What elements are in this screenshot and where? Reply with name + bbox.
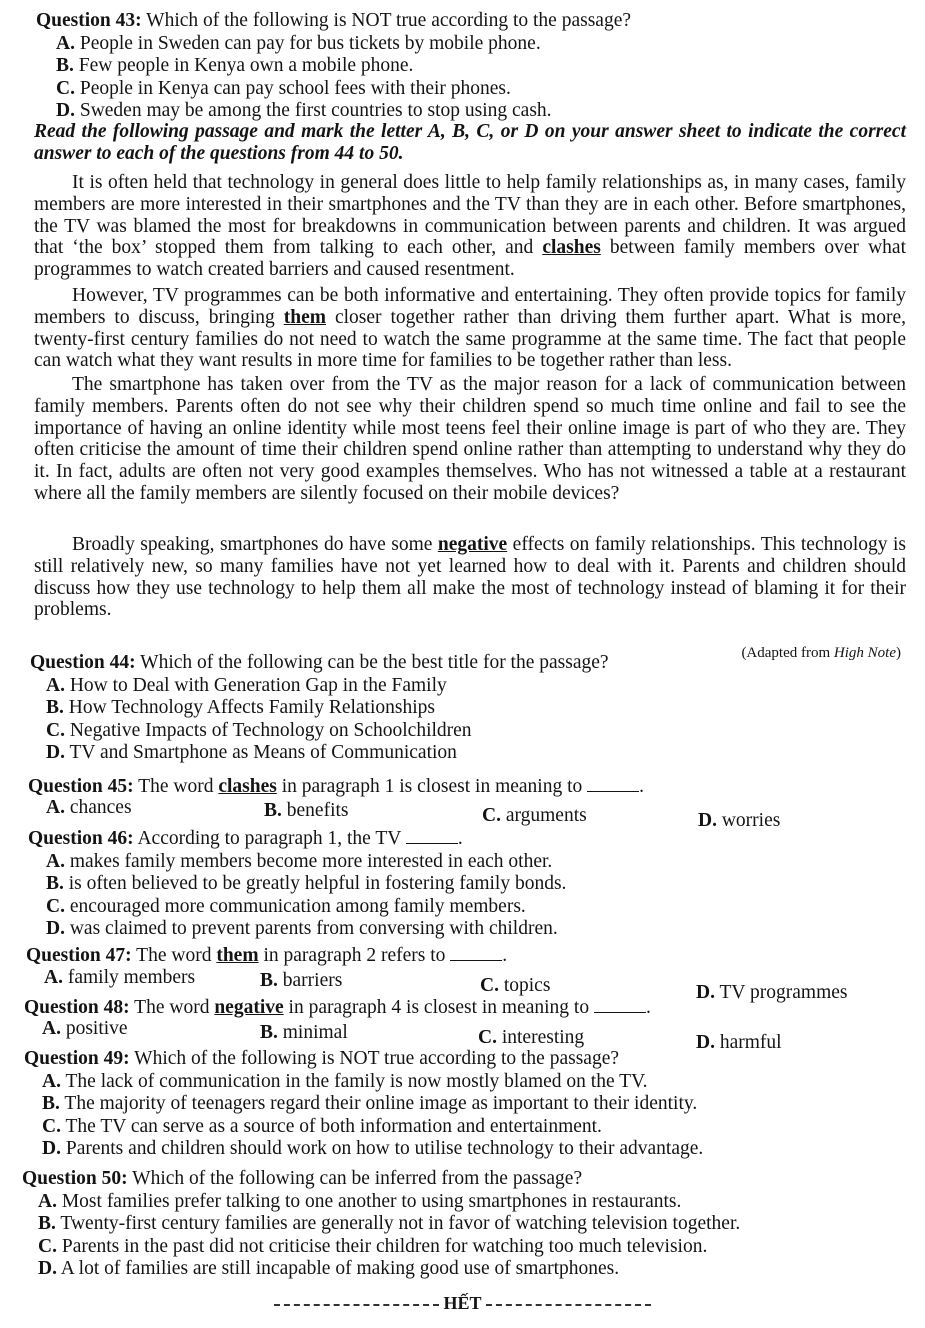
option-b: B. Twenty-first century families are generally not in favor of watching television together. (38, 1213, 741, 1234)
answer-blank (406, 829, 458, 844)
option-a: A. The lack of communication in the family is now mostly blamed on the TV. (42, 1070, 648, 1092)
option-a: A. People in Sweden can pay for bus tickets by mobile phone. (56, 32, 541, 54)
option-a: A. How to Deal with Generation Gap in the Family (46, 674, 447, 696)
question-label: Question 46: (28, 828, 134, 849)
underlined-word-negative: negative (437, 534, 508, 555)
underlined-word-them: them (283, 306, 326, 328)
question-43 (36, 10, 631, 123)
question-48-stem: Question 48: The word negative in paragraph 4 is closest in meaning to . (24, 997, 651, 1018)
option-a: A. family members (44, 967, 196, 988)
option-d: D. Parents and children should work on how to utilise technology to their advantage. (42, 1138, 704, 1159)
passage-paragraph-1: It is often held that technology in general does little to help family relationships as, in many cases, family members are more interested in their smartphones and the TV than they are in each other. Before smartphones, the TV was blamed the most for breakdowns in communication between parents and children. It was argued that ‘the box’ stopped them from talking to each other, and clashes between family members over what programmes to watch created barriers and caused resentment. (34, 172, 906, 281)
instruction: Read the following passage and mark the letter A, B, C, or D on your answer sheet to indicate the correct answer to each of the questions from 44 to 50. (34, 121, 906, 164)
question-stem: Which of the following is NOT true according to the passage? (134, 1048, 620, 1069)
question-49 (24, 1048, 703, 1161)
end-marker: HẾT (0, 1292, 925, 1315)
option-a: A. chances (46, 797, 132, 818)
option-c: C. encouraged more communication among family members. (46, 895, 526, 917)
question-45-stem: Question 45: The word clashes in paragraph 1 is closest in meaning to . (28, 776, 645, 797)
option-c: C. topics (480, 975, 551, 996)
answer-blank (587, 777, 639, 792)
option-d: D. harmful (696, 1032, 782, 1053)
question-stem: According to paragraph 1, the TV (137, 828, 406, 849)
question-label: Question 44: (30, 652, 136, 673)
option-b: B. The majority of teenagers regard their online image as important to their identity. (42, 1093, 698, 1114)
passage-paragraph-2: However, TV programmes can be both informative and entertaining. They often provide topics for family members to discuss, bringing them closer together rather than driving them further apart. What is more, twenty-first century families do not need to watch the same programme at the same time. The fact that people can watch what they want results in more time for families to be together rather than less. (34, 285, 906, 372)
option-c: C. interesting (478, 1027, 585, 1048)
option-c: C. Negative Impacts of Technology on Schoolchildren (46, 719, 472, 741)
divider (274, 1304, 439, 1306)
question-46: Question 46: According to paragraph 1, the TV . A. makes family members become more interested in each other. B. is often believed to be greatly helpful in fostering family bonds. C. encouraged more communication among family members. D. was claimed to prevent parents from conversing with children. (28, 828, 567, 939)
option-a: A. positive (42, 1018, 128, 1039)
option-b: B. benefits (264, 800, 349, 821)
option-d: D. worries (698, 810, 781, 831)
passage-paragraph-3: The smartphone has taken over from the TV as the major reason for a lack of communication between family members. Parents often do not see why their children spend so much time online and fail to see the importance of having an online identity while most teens feel their online image is part of who they are. They often criticise the amount of time their children spend online rather than attempting to understand why they do it. In fact, adults are often not very good examples themselves. Who has not witnessed a table at a restaurant where all the family members are silently focused on their mobile devices? (34, 374, 906, 504)
option-a: A. makes family members become more interested in each other. (46, 850, 553, 872)
question-label: Question 43: (36, 10, 142, 31)
question-stem: Which of the following can be inferred from the passage? (132, 1168, 583, 1189)
question-47-stem: Question 47: The word them in paragraph 2 refers to . (26, 945, 508, 966)
option-d: D. Sweden may be among the first countries to stop using cash. (56, 100, 552, 121)
option-c: C. The TV can serve as a source of both information and entertainment. (42, 1115, 602, 1137)
underlined-word: negative (214, 997, 284, 1018)
option-b: B. is often believed to be greatly helpful in fostering family bonds. (46, 873, 567, 894)
underlined-word: them (216, 945, 259, 966)
option-c: C. Parents in the past did not criticise their children for watching too much television. (38, 1235, 708, 1257)
passage-paragraph-4: Broadly speaking, smartphones do have some negative effects on family relationships. This technology is still relatively new, so many families have not yet learned how to deal with it. Parents and children should discuss how they use technology to help them all make the most of technology instead of blaming it for their problems. (34, 534, 906, 621)
option-c: C. arguments (482, 805, 587, 826)
answer-blank (450, 946, 502, 961)
answer-blank (594, 998, 646, 1013)
underlined-word-clashes: clashes (542, 237, 601, 259)
question-label: Question 49: (24, 1048, 130, 1069)
option-b: B. barriers (260, 970, 343, 991)
question-44 (30, 652, 609, 765)
question-stem: Which of the following can be the best title for the passage? (140, 652, 609, 673)
option-d: D. A lot of families are still incapable of making good use of smartphones. (38, 1258, 620, 1279)
option-c: C. People in Kenya can pay school fees with their phones. (56, 77, 511, 99)
question-label: Question 50: (22, 1168, 128, 1189)
option-d: D. was claimed to prevent parents from conversing with children. (46, 918, 558, 939)
option-a: A. Most families prefer talking to one another to using smartphones in restaurants. (38, 1190, 682, 1212)
divider (486, 1304, 651, 1306)
underlined-word: clashes (218, 776, 277, 797)
option-d: D. TV and Smartphone as Means of Communication (46, 742, 457, 763)
option-b: B. minimal (260, 1022, 348, 1043)
option-b: B. How Technology Affects Family Relationships (46, 697, 435, 718)
question-stem: Which of the following is NOT true according to the passage? (146, 10, 632, 31)
source-citation: (Adapted from High Note) (741, 645, 901, 661)
option-b: B. Few people in Kenya own a mobile phone. (56, 55, 414, 76)
option-d: D. TV programmes (696, 982, 848, 1003)
question-50 (22, 1168, 740, 1281)
